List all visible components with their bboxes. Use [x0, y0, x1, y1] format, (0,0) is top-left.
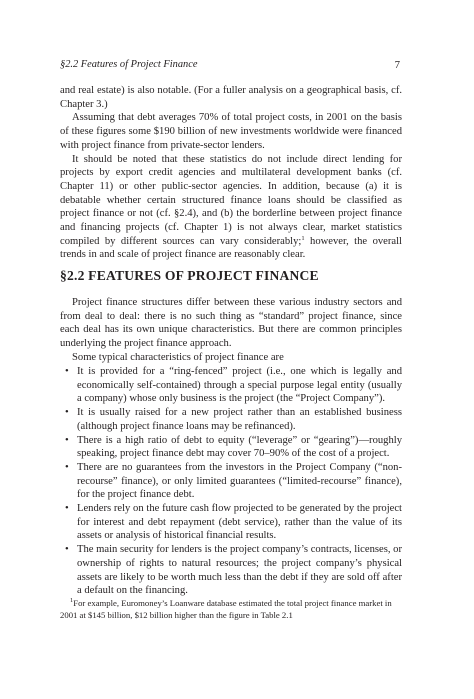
list-item-text: There is a high ratio of debt to equity (“leverage” or “gearing”)—roughly speaking, project finance debt may cover 70–90% of the cost of a project. [77, 434, 402, 460]
list-item-text: There are no guarantees from the investors in the Project Company (“non-recourse” finance), or only limited guarantees (“limited-recourse” finance), for the project finance debt. [77, 461, 402, 501]
bullet-icon: • [65, 366, 69, 377]
page-number: 7 [394, 59, 400, 71]
bullet-icon: • [65, 434, 69, 446]
intro-paragraph-3 [60, 153, 402, 263]
bullet-icon: • [65, 544, 69, 556]
list-item [60, 461, 402, 502]
list-item [60, 365, 402, 406]
intro-paragraph-3-text: It should be noted that these statistics do not include direct lending for projects by export credit agencies and multilateral development banks (cf. Chapter 11) or other public-sector agencies. In addition, because (a) it is debatable whether certain structured finance loans should be classified as project finance or not (cf. §2.4), and (b) the borderline between project finance and financing projects (cf. Chapter 1) is not always clear, market statistics compiled by different sources can vary considerably; [60, 153, 402, 247]
section-paragraph-1: Project finance structures differ between these various industry sectors and from deal to deal: there is no such thing as “standard” project finance, since each deal has its own unique characteristics. But there are common principles underlying the project finance approach. [60, 297, 402, 350]
list-item-text: It is provided for a “ring-fenced” project (i.e., one which is legally and economically self-contained) through a special purpose legal entity (usually a company) whose only business is the project (the “Project Company”). [77, 366, 402, 405]
list-item-text: Lenders rely on the future cash flow projected to be generated by the project for interest and debt repayment (debt service), rather than the value of its assets or analysis of historical financial results. [77, 503, 402, 542]
characteristics-list [60, 365, 402, 598]
footnote-text: For example, Euromoney’s Loanware database estimated the total project finance market in 2001 at $145 billion, $12 billion higher than the figure in Table 2.1 [60, 598, 392, 620]
bullet-icon: • [65, 407, 69, 419]
list-item-text: The main security for lenders is the project company’s contracts, licenses, or ownership of rights to natural resources; the project company’s physical assets are likely to be worth much less than the debt if they are sold off after a default on the financing. [77, 544, 402, 597]
footnote-marker: 1 [70, 597, 74, 604]
list-item [60, 502, 402, 543]
list-item [60, 406, 402, 433]
section-intro-text [60, 296, 402, 365]
intro-paragraph-2: Assuming that debt averages 70% of total project costs, in 2001 on the basis of these figures some $190 billion of new investments worldwide were financed with project finance from private-sector lenders. [60, 112, 402, 151]
section-heading: §2.2 FEATURES OF PROJECT FINANCE [60, 268, 319, 283]
bullet-icon: • [65, 503, 69, 515]
footnote-reference[interactable]: 1 [301, 234, 305, 242]
section-paragraph-2: Some typical characteristics of project finance are [72, 351, 284, 363]
intro-paragraph-1: and real estate) is also notable. (For a fuller analysis on a geographical basis, cf. Chapter 3.) [60, 85, 402, 110]
intro-paragraph-3-continuation: however, the overall trends in and scale of project finance are reasonably clear. [60, 235, 402, 261]
footnote [60, 598, 402, 621]
running-head: §2.2 Features of Project Finance [60, 59, 198, 70]
footnote-paragraph [60, 598, 402, 621]
intro-text [60, 84, 402, 262]
list-item [60, 543, 402, 598]
bullet-icon: • [65, 461, 69, 473]
list-item-text: It is usually raised for a new project rather than an established business (although project finance loans may be refinanced). [77, 407, 402, 432]
list-item [60, 434, 402, 461]
